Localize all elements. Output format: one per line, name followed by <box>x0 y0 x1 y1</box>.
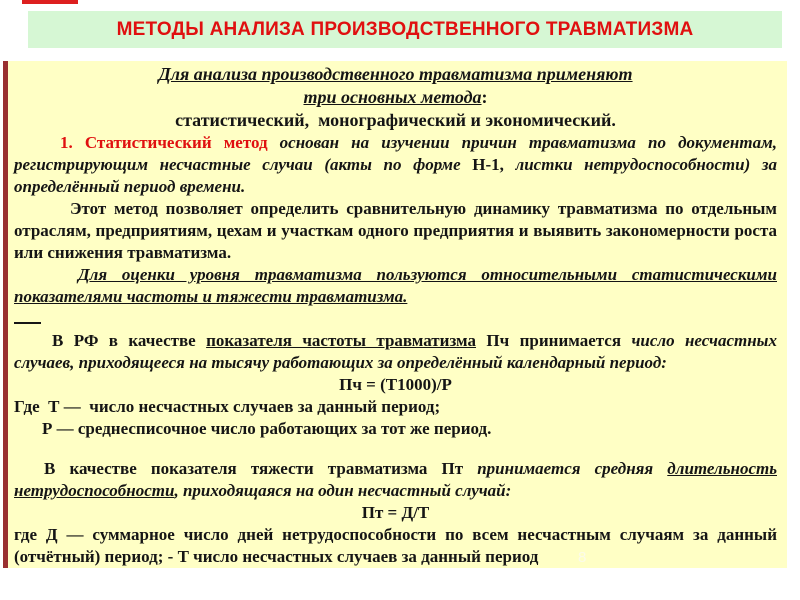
definition-t-text: Где Т — число несчастных случаев за данный период; <box>14 397 441 416</box>
formula-severity <box>14 502 777 524</box>
statistical-method-label: 1. Статистический метод <box>60 133 268 152</box>
paragraph-frequency-indicator <box>14 330 777 374</box>
slide-title: МЕТОДЫ АНАЛИЗА ПРОИЗВОДСТВЕННОГО ТРАВМАТИЗМА <box>116 18 694 40</box>
definition-d <box>14 524 777 568</box>
definition-t <box>14 396 777 418</box>
intro-line-1-text: Для анализа производственного травматизма применяют <box>158 64 633 84</box>
formula-frequency-text: Пч = (Т1000)/Р <box>339 375 452 394</box>
frequency-text-2: Пч принимается <box>476 331 632 350</box>
formula-severity-text: Пт = Д/Т <box>361 503 430 522</box>
intro-line-2 <box>14 86 777 109</box>
severity-text-1: В качестве показателя тяжести травматизма Пт <box>44 459 478 478</box>
statistical-method-body-2: листки нетрудоспособности) за определённый период времени. <box>14 155 778 196</box>
paragraph-assessment <box>14 264 777 308</box>
method-dynamics-text: Этот метод позволяет определить сравнительную динамику травматизма по отдельным отраслям, предприятиям, цехам и участкам одного предприятия и выявить закономерности роста или снижения травматизма. <box>14 199 777 262</box>
frequency-text-italic: число несчастных случаев, приходящееся на тысячу работающих за определённый календарный период: <box>14 331 777 372</box>
severity-text-italic-1: принимается средняя <box>477 459 668 478</box>
severity-text-underlined: длительность нетрудоспособности <box>14 459 777 500</box>
frequency-text-1: В РФ в качестве <box>52 331 207 350</box>
paragraph-method-dynamics <box>14 198 777 264</box>
slide-title-banner <box>28 11 782 48</box>
severity-text-italic-2: , приходящаяся на один несчастный случай: <box>174 481 512 500</box>
definition-r-text: Р — среднесписочное число работающих за тот же период. <box>42 419 492 438</box>
red-accent-bar <box>22 0 78 4</box>
assessment-text: Для оценки уровня травматизма пользуются относительными статистическими показателями частоты и тяжести травматизма. <box>14 265 777 306</box>
intro-line-2-text: три основных метода <box>303 87 482 107</box>
intro-line-1 <box>14 63 777 86</box>
intro-line-3-text: статистический, монографический и экономический. <box>175 110 616 130</box>
rule-mark <box>14 322 41 324</box>
blank-line <box>14 440 777 458</box>
slide-content-panel <box>3 61 787 568</box>
intro-line-2-colon: : <box>481 87 488 107</box>
definition-r <box>14 418 777 440</box>
statistical-method-body-1: основан на изучении причин травматизма по документам, регистрирующим несчастные случаи (акты по форме <box>14 133 777 174</box>
short-horizontal-rule <box>14 308 777 330</box>
frequency-text-underlined: показателя частоты травматизма <box>206 331 477 350</box>
paragraph-statistical-method <box>14 132 777 198</box>
paragraph-severity-indicator <box>14 458 777 502</box>
formula-frequency <box>14 374 777 396</box>
definition-d-text: где Д — суммарное число дней нетрудоспособности по всем несчастным случаям за данный (отчётный) период; - Т число несчастных случаев за данный период <box>14 525 777 566</box>
page-number: 8 <box>578 549 587 566</box>
statistical-method-form-h1: Н-1, <box>472 155 504 174</box>
intro-line-3 <box>14 109 777 132</box>
